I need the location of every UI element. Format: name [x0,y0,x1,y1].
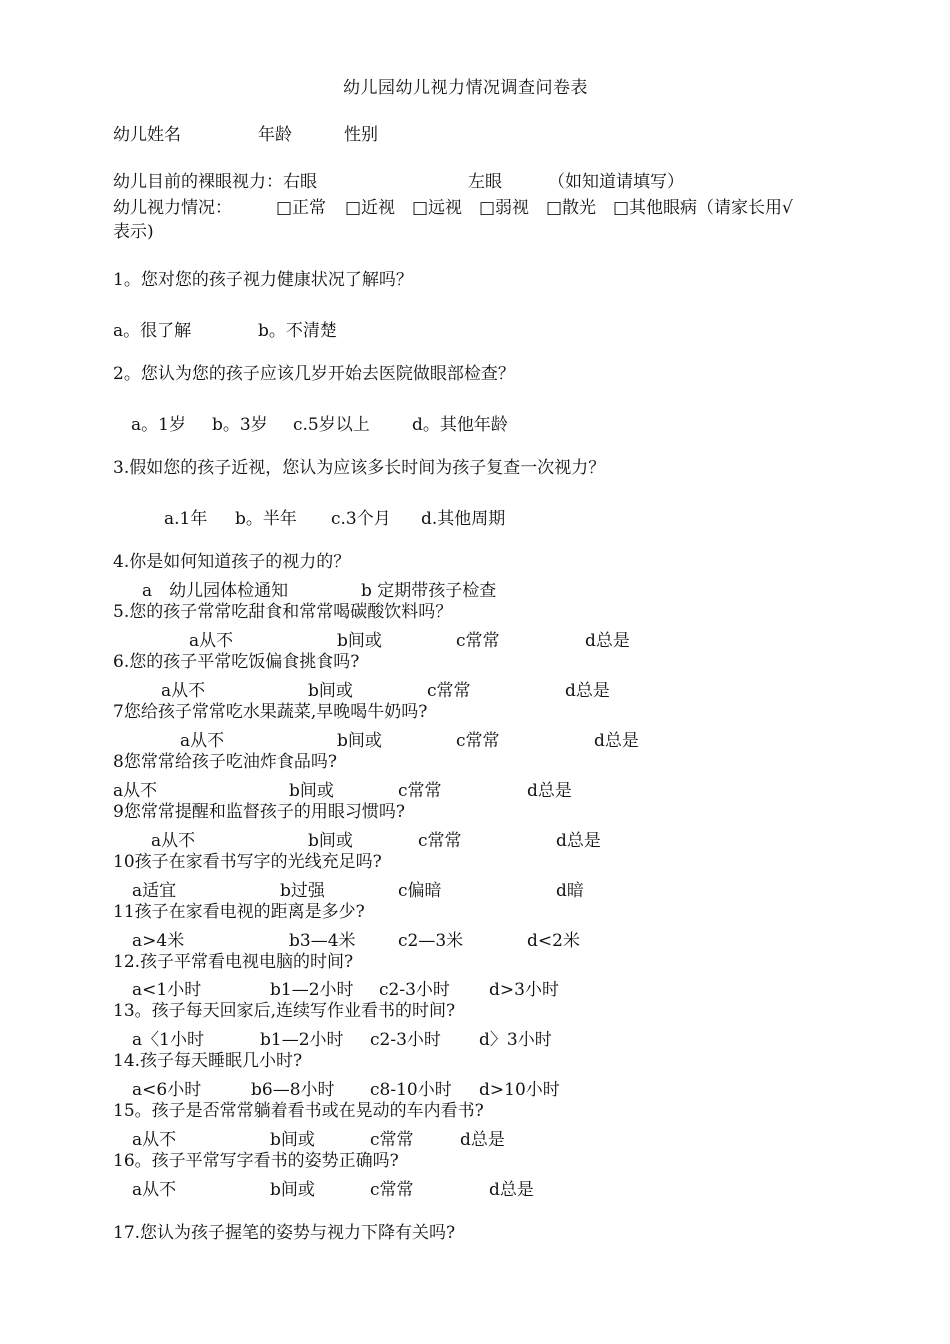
q2-option-c[interactable]: c.5岁以上 [293,415,370,435]
q13-option-c[interactable]: c2-3小时 [370,1030,441,1050]
q10-option-b[interactable]: b过强 [280,881,325,901]
q7-option-a[interactable]: a从不 [180,731,225,751]
q5-option-a[interactable]: a从不 [189,631,234,651]
q5-option-d[interactable]: d总是 [585,631,630,651]
question-11: 11孩子在家看电视的距离是多少? [113,902,365,922]
question-14: 14.孩子每天睡眠几小时? [113,1051,303,1071]
q15-option-c[interactable]: c常常 [370,1130,414,1150]
q7-option-b[interactable]: b间或 [337,731,382,751]
question-3: 3.假如您的孩子近视，您认为应该多长时间为孩子复查一次视力？ [113,458,606,478]
q8-option-c[interactable]: c常常 [398,781,442,801]
q10-option-a[interactable]: a适宜 [132,881,177,901]
q9-option-b[interactable]: b间或 [308,831,353,851]
q8-option-a[interactable]: a从不 [113,781,158,801]
q2-option-a[interactable]: a。1岁 [131,415,186,435]
q6-option-d[interactable]: d总是 [565,681,610,701]
vision-option-other[interactable]: □其他眼病（请家长用√ [613,198,793,218]
q14-option-b[interactable]: b6—8小时 [251,1080,335,1100]
q2-option-d[interactable]: d。其他年龄 [412,415,508,435]
q6-option-a[interactable]: a从不 [161,681,206,701]
q16-option-d[interactable]: d总是 [489,1180,534,1200]
q4-option-b[interactable]: b 定期带孩子检查 [361,581,497,601]
q13-option-a[interactable]: a〈1小时 [132,1030,204,1050]
vision-option-myopia[interactable]: □近视 [345,198,396,218]
question-6: 6.您的孩子平常吃饭偏食挑食吗? [113,652,360,672]
question-16: 16。孩子平常写字看书的姿势正确吗? [113,1151,399,1171]
q12-option-c[interactable]: c2-3小时 [379,980,450,1000]
q1-option-b[interactable]: b。不清楚 [258,321,337,341]
question-13: 13。孩子每天回家后,连续写作业看书的时间? [113,1001,456,1021]
q12-option-a[interactable]: a<1小时 [132,980,202,1000]
q16-option-b[interactable]: b间或 [270,1180,315,1200]
q3-option-b[interactable]: b。半年 [235,509,297,529]
question-7: 7您给孩子常常吃水果蔬菜,早晚喝牛奶吗? [113,702,428,722]
question-4: 4.你是如何知道孩子的视力的？ [113,552,351,572]
question-17: 17.您认为孩子握笔的姿势与视力下降有关吗? [113,1223,456,1243]
vision-option-astigmatism[interactable]: □散光 [546,198,597,218]
question-9: 9您常常提醒和监督孩子的用眼习惯吗? [113,802,405,822]
q16-option-c[interactable]: c常常 [370,1180,414,1200]
q6-option-b[interactable]: b间或 [308,681,353,701]
q15-option-a[interactable]: a从不 [132,1130,177,1150]
q14-option-c[interactable]: c8-10小时 [370,1080,452,1100]
q8-option-d[interactable]: d总是 [527,781,572,801]
question-2: 2。您认为您的孩子应该几岁开始去医院做眼部检查？ [113,364,515,384]
q3-option-c[interactable]: c.3个月 [331,509,391,529]
q8-option-b[interactable]: b间或 [289,781,334,801]
q12-option-b[interactable]: b1—2小时 [270,980,354,1000]
naked-eye-right-label: 幼儿目前的裸眼视力：右眼 [113,172,317,192]
q4-option-a[interactable]: a 幼儿园体检通知 [142,581,289,601]
q14-option-a[interactable]: a<6小时 [132,1080,202,1100]
q2-option-b[interactable]: b。3岁 [212,415,268,435]
q10-option-c[interactable]: c偏暗 [398,881,442,901]
q6-option-c[interactable]: c常常 [427,681,471,701]
q3-option-a[interactable]: a.1年 [164,509,208,529]
q7-option-c[interactable]: c常常 [456,731,500,751]
q5-option-b[interactable]: b间或 [337,631,382,651]
q5-option-c[interactable]: c常常 [456,631,500,651]
question-10: 10孩子在家看书写字的光线充足吗? [113,852,382,872]
q15-option-d[interactable]: d总是 [460,1130,505,1150]
age-label: 年龄 [258,125,292,145]
q11-option-d[interactable]: d<2米 [527,931,580,951]
left-eye-label: 左眼 [468,172,502,192]
q15-option-b[interactable]: b间或 [270,1130,315,1150]
q9-option-d[interactable]: d总是 [556,831,601,851]
q16-option-a[interactable]: a从不 [132,1180,177,1200]
q14-option-d[interactable]: d>10小时 [479,1080,560,1100]
q11-option-c[interactable]: c2—3米 [398,931,464,951]
q9-option-c[interactable]: c常常 [418,831,462,851]
vision-option-amblyopia[interactable]: □弱视 [479,198,530,218]
q1-option-a[interactable]: a。很了解 [113,321,192,341]
vision-option-normal[interactable]: □正常 [276,198,327,218]
question-15: 15。孩子是否常常躺着看书或在晃动的车内看书? [113,1101,484,1121]
question-1: 1。您对您的孩子视力健康状况了解吗？ [113,270,413,290]
q3-option-d[interactable]: d.其他周期 [421,509,506,529]
child-name-label: 幼儿姓名 [113,125,181,145]
q12-option-d[interactable]: d>3小时 [489,980,559,1000]
vision-status-label: 幼儿视力情况： [113,198,232,218]
question-8: 8您常常给孩子吃油炸食品吗? [113,752,337,772]
q10-option-d[interactable]: d暗 [556,881,584,901]
q11-option-b[interactable]: b3—4米 [289,931,356,951]
fill-note: （如知道请填写） [548,172,684,192]
vision-note-continued: 表示) [113,222,154,242]
vision-option-hyperopia[interactable]: □远视 [412,198,463,218]
question-5: 5.您的孩子常常吃甜食和常常喝碳酸饮料吗？ [113,602,453,622]
q13-option-b[interactable]: b1—2小时 [260,1030,344,1050]
gender-label: 性别 [344,125,378,145]
question-12: 12.孩子平常看电视电脑的时间? [113,952,354,972]
q9-option-a[interactable]: a从不 [151,831,196,851]
q11-option-a[interactable]: a>4米 [132,931,185,951]
q13-option-d[interactable]: d〉3小时 [479,1030,552,1050]
q7-option-d[interactable]: d总是 [594,731,639,751]
page-title: 幼儿园幼儿视力情况调查问卷表 [343,78,588,98]
